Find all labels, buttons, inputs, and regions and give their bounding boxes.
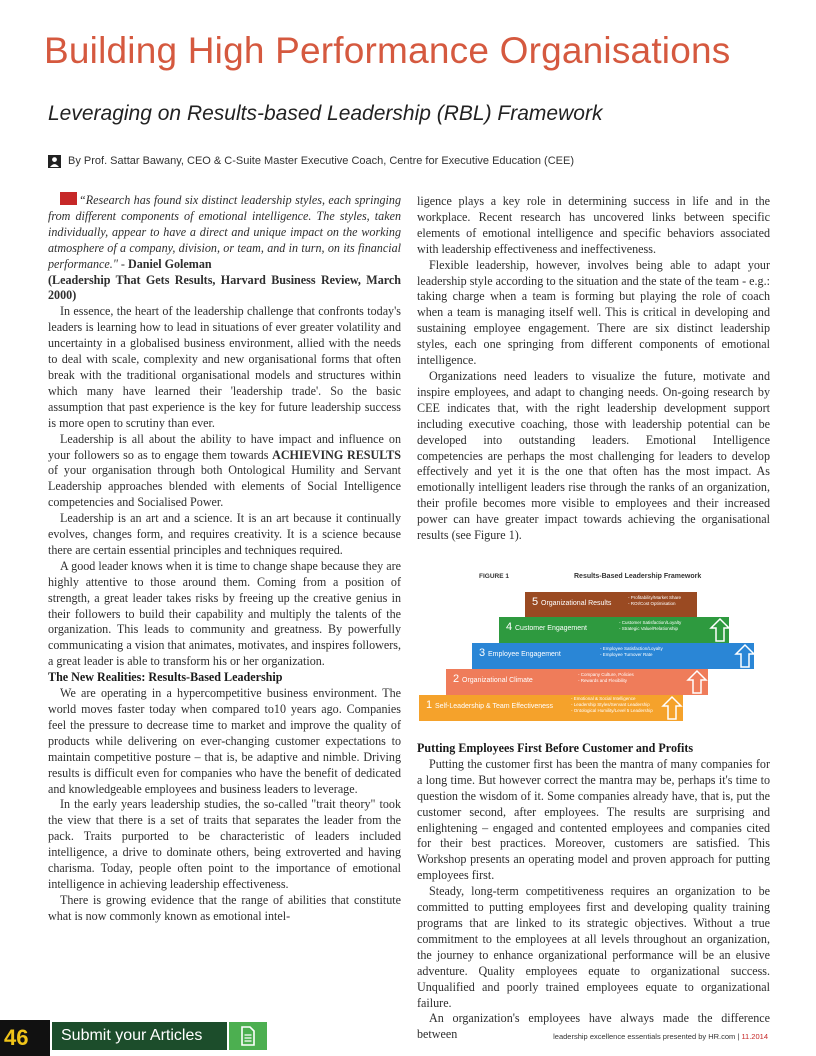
quote-body: Research has found six distinct leadership styles, each springing from different components of emotional intelligence. The styles, taken individually, appear to have a direct and unique impact on the working atmosphere of a company, division, or team, and in turn, on its financial performance." - xyxy=(48,193,401,271)
paragraph: In the early years leadership studies, the so-called "trait theory" took the view that there is a set of traits that separates the leader from the pack. Traits purported to be characteristic of leaders included intelligence, a drive to dominate others, being extroverted and having charisma. Today, people often point to the importance of emotional intelligence in achieving leadership effectiveness. xyxy=(48,797,401,891)
paragraph: A good leader knows when it is time to change shape because they are highly attentive to those around them. Coming from a position of strength, a great leader takes risks by freeing up the creative genius in their followers to build their capability and multiply the talents of the organization. This leads to community and greatness. By powerfully communicating a vision that animates, motivates, and inspires followers, a great leader is able to transform his or her organization. xyxy=(48,558,401,669)
emphasis-text: ACHIEVING RESULTS xyxy=(272,447,401,462)
step-5: 5 Organizational Results - Profitability/Market Share - ROI/Cost Optimisation xyxy=(525,592,697,618)
page-number: 46 xyxy=(0,1020,50,1056)
paragraph: Putting the customer first has been the mantra of many companies for a long time. But however correct the mantra may be, perhaps it's time to question the wisdom of it. Some companies already have, that is, put the customer second, after employees. The results are surprising and enlightening – engaged and contented employees and companies cited for their best practices. Moreover, customers are satisfied. This Workshop presents an operating model and proven approach for putting employees first. xyxy=(417,756,770,883)
opening-quote xyxy=(48,192,401,273)
paragraph: There is growing evidence that the range of abilities that constitute what is now commonly known as emotional intel- xyxy=(48,892,401,923)
quote-source: (Leadership That Gets Results, Harvard Business Review, March 2000) xyxy=(48,272,401,303)
footer-credit: leadership excellence essentials presented by HR.com | 11.2014 xyxy=(553,1032,768,1041)
paragraph: ligence plays a key role in determining success in life and in the workplace. Recent research has uncovered links between specific elements of emotional intelligence and specific behaviors associated with leadership effectiveness and ineffectiveness. xyxy=(417,194,770,256)
quote-text: “ xyxy=(79,193,86,207)
section-heading: The New Realities: Results-Based Leadership xyxy=(48,670,283,685)
article-title: Building High Performance Organisations xyxy=(44,30,731,71)
up-arrow-icon xyxy=(659,695,685,721)
submit-articles-button[interactable]: Submit your Articles xyxy=(52,1022,227,1050)
quote-author: Daniel Goleman xyxy=(127,256,212,271)
right-column xyxy=(417,194,770,544)
step-1: 1 Self-Leadership & Team Effectiveness - Emotional & Social Intelligence - Leadership Styles/Servant Leadership - Ontological Humility/Level 5 Leadership xyxy=(419,695,683,721)
figure-title: Results-Based Leadership Framework xyxy=(574,573,702,580)
paragraph: Leadership is an art and a science. It is an art because it continually evolves, changes form, and requires creativity. It is a science because there are certain essential principles and techniques required. xyxy=(48,511,401,557)
paragraph: In essence, the heart of the leadership challenge that confronts today's leaders is learning how to lead in situations of ever greater volatility and uncertainty in a globalised business environment, allied with the needs to deal with scale, complexity and new organisational forms that often break with the traditional organisational models and structures within which many have learned their 'leadership trade'. So the basic assumption that past experience is the key for future leadership success is more open to scrutiny than ever. xyxy=(48,304,401,430)
step-2: 2 Organizational Climate - Company Culture, Policies - Rewards and Flexibility xyxy=(446,669,708,695)
step-4: 4 Customer Engagement - Customer Satisfaction/Loyalty - Strategic Value/Relationship xyxy=(499,617,729,643)
document-icon-glyph xyxy=(240,1026,256,1046)
article-subtitle: Leveraging on Results-based Leadership (RBL) Framework xyxy=(48,102,603,125)
paragraph: Organizations need leaders to visualize the future, motivate and inspire employees, and adapt to changing needs. On-going research by CEE indicates that, with the right leadership development support including executive coaching, those with leadership potential can be developed into outstanding leaders. Emotional Intelligence competencies are perhaps the most challenging for leaders to develop effectively and yet it is the one that often has the most impact. As emotionally intelligent leaders rise through the ranks of an organization, their profile becomes more visible to employees and their increased power can have greater impact towards achieving the organisational results (see Figure 1). xyxy=(417,368,770,543)
step-3: 3 Employee Engagement - Employee Satisfaction/Loyalty - Employee Turnover Rate xyxy=(472,643,754,669)
right-column-lower xyxy=(417,741,770,1043)
paragraph: Steady, long-term competitiveness requires an organization to be committed to putting employees first and developing quality training programs that are linked to its strategic objectives. Without a true commitment to the employees at all levels throughout an organization, the journey to enhance organizational performance will be an elusive adventure. Quality employees equate to organizational success. Unqualified and poorly trained employees equate to organizational failure. xyxy=(417,884,770,1010)
section-heading: Putting Employees First Before Customer and Profits xyxy=(417,741,694,755)
left-column xyxy=(48,192,401,925)
person-icon xyxy=(48,155,61,168)
byline xyxy=(48,153,574,169)
paragraph: Flexible leadership, however, involves being able to adapt your leadership style according to the situation and the state of the team - e.g.: taking charge when a team is forming but playing the role of coach when a team is managing itself well. This is critical in developing and sustaining employee engagement. There are six distinct leadership styles, each one springing from different components of emotional intelligence. xyxy=(417,257,770,368)
figure-label: FIGURE 1 xyxy=(479,573,509,580)
document-icon[interactable] xyxy=(229,1022,267,1050)
issue-date: 11.2014 xyxy=(741,1032,768,1041)
paragraph: We are operating in a hypercompetitive business environment. The world moves faster today when compared to10 years ago. Companies feel the pressure to decrease time to market and improve the quality of products while delivering on ever-changing customer expectations to maintain competitive posture – that is, be adaptive and nimble. Driving results is difficult even for companies who have the benefit of dedicated and knowledgeable employees and business leaders to leverage. xyxy=(48,686,401,796)
byline-text: By Prof. Sattar Bawany, CEO & C-Suite Master Executive Coach, Centre for Executive Education (CEE) xyxy=(68,155,574,167)
up-arrow-icon xyxy=(684,669,710,695)
up-arrow-icon xyxy=(732,643,758,669)
quote-mark-icon xyxy=(60,192,77,205)
paragraph: Leadership is all about the ability to have impact and influence on your followers so as to engage them towards ACHIEVING RESULTS of your organisation through both Ontological Humility and Servant Leadership approaches blended with elements of Social Intelligence competencies and Socialised Power. xyxy=(48,431,401,510)
figure-rbl-framework xyxy=(417,568,770,732)
up-arrow-icon xyxy=(707,617,733,643)
paragraph: An organization's employees have always made the difference between xyxy=(417,1011,770,1042)
